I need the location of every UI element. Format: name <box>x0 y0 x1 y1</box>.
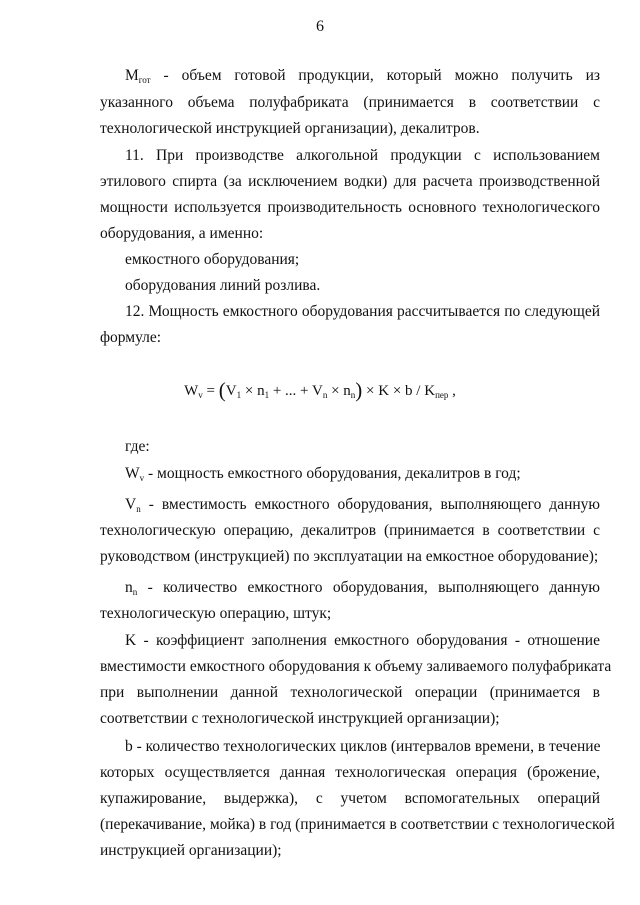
def-b-line-5: инструкцией организации); <box>100 842 282 859</box>
def-k-line-1: K - коэффициент заполнения емкостного оборудования - отношение <box>125 632 600 649</box>
para-11-line-3: мощности используется производительность основного технологического <box>100 199 600 216</box>
list-item-capacity: емкостного оборудования; <box>125 251 300 268</box>
mgot-line-1: $M_{гот}$ - объем готовой продукции, который можно получить из <box>125 67 600 85</box>
def-b-line-1: b - количество технологических циклов (интервалов времени, в течение <box>125 738 601 755</box>
def-n-line-2: технологическую операцию, штук; <box>100 605 332 622</box>
def-b-line-3: купажирование, выдержка), с учетом вспомогательных операций <box>100 790 600 807</box>
para-12-line-2: формуле: <box>100 329 162 346</box>
para-11-line-2: этилового спирта (за исключением водки) для расчета производственной <box>100 173 600 190</box>
def-v-line-2: технологическую операцию, декалитров (принимается в соответствии с <box>100 522 600 539</box>
def-k-line-3: при выполнении данной технологической операции (принимается в <box>100 684 600 701</box>
mgot-line-3: технологической инструкцией организации), декалитров. <box>100 120 480 137</box>
where-label: где: <box>125 438 150 455</box>
def-v-line-3: руководством (инструкцией) по эксплуатации на емкостное оборудование); <box>100 548 599 565</box>
page-number: 6 <box>316 18 324 35</box>
def-k-line-2: вместимости емкостного оборудования к объему заливаемого полуфабриката <box>100 658 612 675</box>
def-v-line-1: $V_n$ - вместимость емкостного оборудования, выполняющего данную <box>125 496 600 514</box>
def-n-line-1: $n_n$ - количество емкостного оборудования, выполняющего данную <box>125 579 600 597</box>
def-b-line-2: которых осуществляется данная технологическая операция (брожение, <box>100 764 600 781</box>
para-11-line-1: 11. При производстве алкогольной продукции с использованием <box>125 147 600 164</box>
list-item-bottling: оборудования линий розлива. <box>125 277 321 294</box>
def-k-line-4: соответствии с технологической инструкцией организации); <box>100 710 500 727</box>
capacity-formula: $W_v = (V_1 \times n_1$ + ... + $V_n \times n_n) \times K \times b / K_{пер}$ , <box>184 378 456 402</box>
mgot-line-2: указанного объема полуфабриката (принимается в соответствии с <box>100 94 600 111</box>
def-b-line-4: (перекачивание, мойка) в год (принимается в соответствии с технологической <box>100 816 615 833</box>
mgot-symbol: $M_{гот}$ <box>125 67 151 85</box>
para-11-line-4: оборудования, а именно: <box>100 225 264 242</box>
def-w-line: $W_v$ - мощность емкостного оборудования, декалитров в год; <box>125 465 521 483</box>
para-12-line-1: 12. Мощность емкостного оборудования рассчитывается по следующей <box>125 303 600 320</box>
